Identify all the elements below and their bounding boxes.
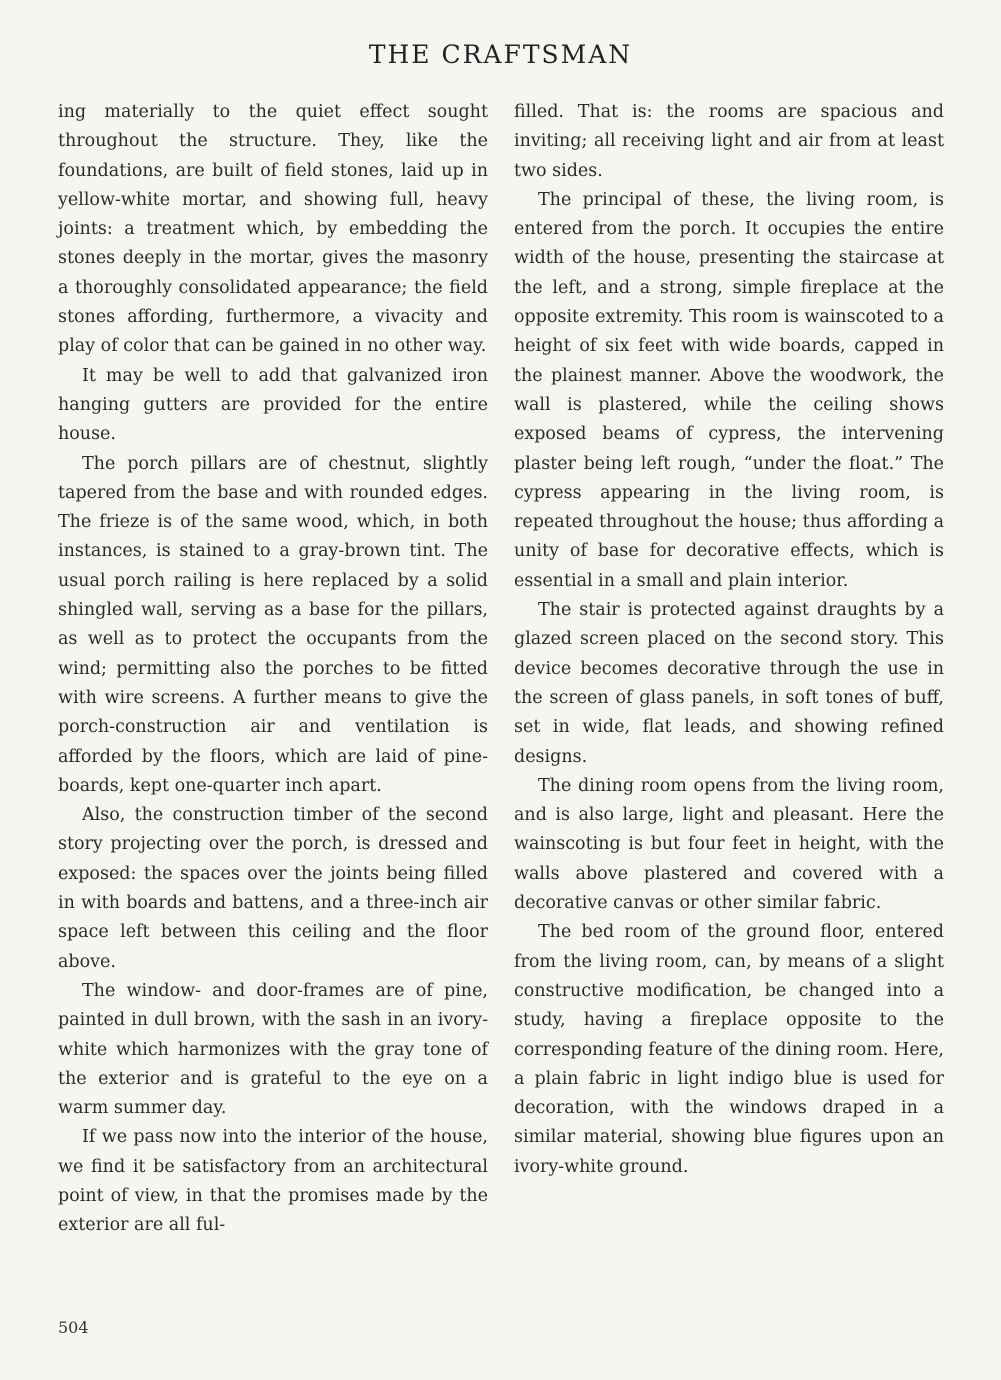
left-column bbox=[58, 98, 488, 1241]
paragraph: ing materially to the quiet effect sought throughout the structure. They, like the foundations, are built of field stones, laid up in yellow-white mortar, and showing full, heavy joints: a treatment which, by embedding the stones deeply in the mortar, gives the masonry a thoroughly consolidated appearance; the field stones affording, furthermore, a vivacity and play of color that can be gained in no other way. bbox=[58, 102, 488, 357]
page-title: THE CRAFTSMAN bbox=[368, 40, 633, 69]
paragraph: The porch pillars are of chestnut, slightly tapered from the base and with rounded edges. The frieze is of the same wood, which, in both instances, is stained to a gray-brown tint. The usual porch railing is here replaced by a solid shingled wall, serving as a base for the pillars, as well as to protect the occupants from the wind; permitting also the porches to be fitted with wire screens. A further means to give the porch-construction air and ventilation is afforded by the floors, which are laid of pine-boards, kept one-quarter inch apart. bbox=[58, 453, 488, 796]
paragraph: The dining room opens from the living room, and is also large, light and pleasant. Here the wainscoting is but four feet in height, with the walls above plastered and covered with a decorative canvas or other similar fabric. bbox=[514, 775, 944, 914]
paragraph: The bed room of the ground floor, entered from the living room, can, by means of a slight constructive modification, be changed into a study, having a fireplace opposite to the corresponding feature of the dining room. Here, a plain fabric in light indigo blue is used for decoration, with the windows draped in a similar material, showing blue figures upon an ivory-white ground. bbox=[514, 922, 944, 1177]
right-column bbox=[514, 98, 944, 1182]
paragraph: It may be well to add that galvanized iron hanging gutters are provided for the entire house. bbox=[58, 365, 488, 445]
paragraph: The window- and door-frames are of pine, painted in dull brown, with the sash in an ivory-white which harmonizes with the gray tone of the exterior and is grateful to the eye on a warm summer day. bbox=[58, 980, 488, 1119]
paragraph: The principal of these, the living room, is entered from the porch. It occupies the entire width of the house, presenting the staircase at the left, and a strong, simple fireplace at the opposite extremity. This room is wainscoted to a height of six feet with wide boards, capped in the plainest manner. Above the woodwork, the wall is plastered, while the ceiling shows exposed beams of cypress, the intervening plaster being left rough, “under the float.” The cypress appearing in the living room, is repeated throughout the house; thus affording a unity of base for decorative effects, which is essential in a small and plain interior. bbox=[514, 189, 944, 591]
page-number: 504 bbox=[58, 1318, 89, 1337]
paragraph: The stair is protected against draughts by a glazed screen placed on the second story. This device becomes decorative through the use in the screen of glass panels, in soft tones of buff, set in wide, flat leads, and showing refined designs. bbox=[514, 600, 944, 767]
paragraph: filled. That is: the rooms are spacious and inviting; all receiving light and air from at least two sides. bbox=[514, 102, 944, 181]
paragraph: If we pass now into the interior of the house, we find it be satisfactory from an architectural point of view, in that the promises made by the exterior are all ful- bbox=[58, 1127, 488, 1236]
paragraph: Also, the construction timber of the second story projecting over the porch, is dressed and exposed: the spaces over the joints being filled in with boards and battens, and a three-inch air space left between this ceiling and the floor above. bbox=[58, 805, 488, 972]
